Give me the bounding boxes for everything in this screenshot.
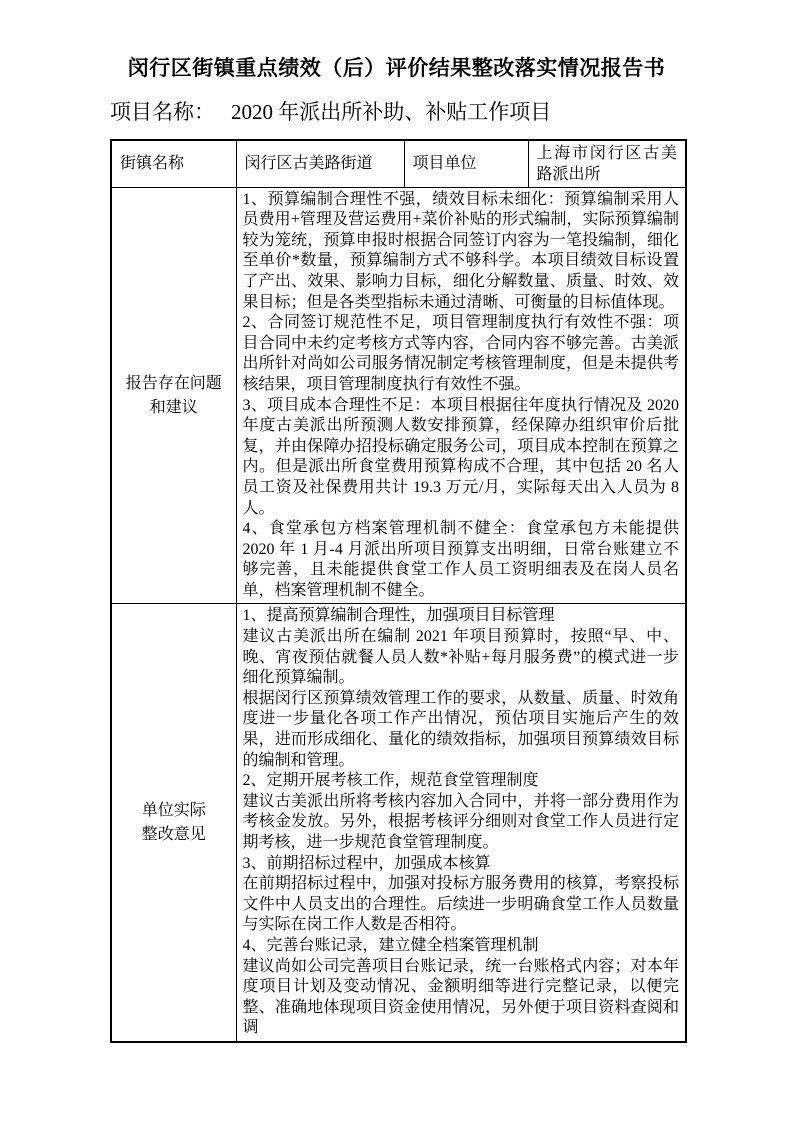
rectification-paragraph: 在前期招标过程中，加强对投标方服务费用的核算，考察投标文件中人员支出的合理性。后续进一步明确食堂工作人员数量与实际在岗工作人数是否相符。 [242, 875, 679, 934]
project-name-value: 2020 年派出所补助、补贴工作项目 [231, 100, 552, 125]
rectification-paragraph: 2、定期开展考核工作，规范食堂管理制度 [242, 772, 539, 790]
problems-paragraph: 2、合同签订规范性不足，项目管理制度执行有效性不强：项目合同中未约定考核方式等内容，合同内容不够完善。古美派出所针对尚如公司服务情况制定考核管理制度，但是未提供考核结果，项目管理制度执行有效性不强。 [242, 314, 679, 393]
rectification-row [111, 604, 686, 1042]
rectification-label-cell [111, 604, 236, 1042]
town-name-label-cell: 街镇名称 [111, 140, 236, 188]
problems-content-cell [236, 187, 686, 604]
project-name-line [110, 99, 793, 126]
report-table [110, 139, 687, 1043]
town-name-value-cell: 闵行区古美路街道 [236, 140, 404, 188]
problems-paragraph: 4、食堂承包方档案管理机制不健全：食堂承包方未能提供 2020 年 1 月-4 月派出所项目预算支出明细，日常台账建立不够完善，且未能提供食堂工作人员工资明细表及在岗人员名单，档案管理机制不健全。 [242, 520, 679, 599]
rectification-paragraph: 建议古美派出所将考核内容加入合同中，并将一部分费用作为考核金发放。另外，根据考核评分细则对食堂工作人员进行定期考核，进一步规范食堂管理制度。 [242, 792, 679, 851]
problems-paragraph: 3、项目成本合理性不足：本项目根据往年度执行情况及 2020 年度古美派出所预测人数安排预算，经保障办组织审价后批复，并由保障办招投标确定服务公司，项目成本控制在预算之内。但是派出所食堂费用预算构成不合理，其中包括 20 名人员工资及社保费用共计 19.3 万元/月，实际每天出入人员为 8 人。 [242, 396, 679, 517]
problems-label-line2: 和建议 [149, 398, 198, 416]
document-title: 闵行区街镇重点绩效（后）评价结果整改落实情况报告书 [127, 56, 666, 80]
problems-row [111, 187, 686, 604]
problems-label-cell [111, 187, 236, 604]
table-header-row [111, 140, 686, 188]
rectification-paragraph: 1、提高预算编制合理性，加强项目目标管理 [242, 607, 555, 625]
rectification-content-cell [236, 604, 686, 1042]
rectification-paragraph: 根据闵行区预算绩效管理工作的要求，从数量、质量、时效角度进一步量化各项工作产出情况，预估项目实施后产生的效果，进而形成细化、量化的绩效指标，加强项目预算绩效目标的编制和管理。 [242, 689, 679, 769]
rectification-paragraph: 建议尚如公司完善项目台账记录，统一台账格式内容；对本年度项目计划及变动情况、金额明细等进行完整记录，以便完整、准确地体现项目资金使用情况，另外便于项目资料查阅和调 [242, 957, 679, 1037]
rectification-label-line2: 整改意见 [141, 825, 206, 843]
problems-label-line1: 报告存在问题 [125, 374, 222, 392]
rectification-paragraph: 3、前期招标过程中，加强成本核算 [242, 854, 491, 872]
rectification-paragraph: 4、完善台账记录，建立健全档案管理机制 [242, 936, 539, 954]
project-unit-label-cell: 项目单位 [404, 140, 528, 188]
project-name-label: 项目名称： [110, 100, 215, 125]
problems-paragraph: 1、预算编制合理性不强，绩效目标未细化：预算编制采用人员费用+管理及营运费用+菜价补贴的形式编制，实际预算编制较为笼统，预算申报时根据合同签订内容为一笔投编制，细化至单价*数量，预算编制方式不够科学。本项目绩效目标设置了产出、效果、影响力目标，细化分解数量、质量、时效、效果目标；但是各类型指标未通过清晰、可衡量的目标值体现。 [242, 190, 679, 311]
rectification-label-line1: 单位实际 [141, 801, 206, 819]
project-unit-value-cell: 上海市闵行区古美路派出所 [528, 140, 686, 188]
rectification-paragraph: 建议古美派出所在编制 2021 年项目预算时，按照“早、中、晚、宵夜预估就餐人员人数*补贴+每月服务费”的模式进一步细化预算编制。 [242, 628, 679, 687]
